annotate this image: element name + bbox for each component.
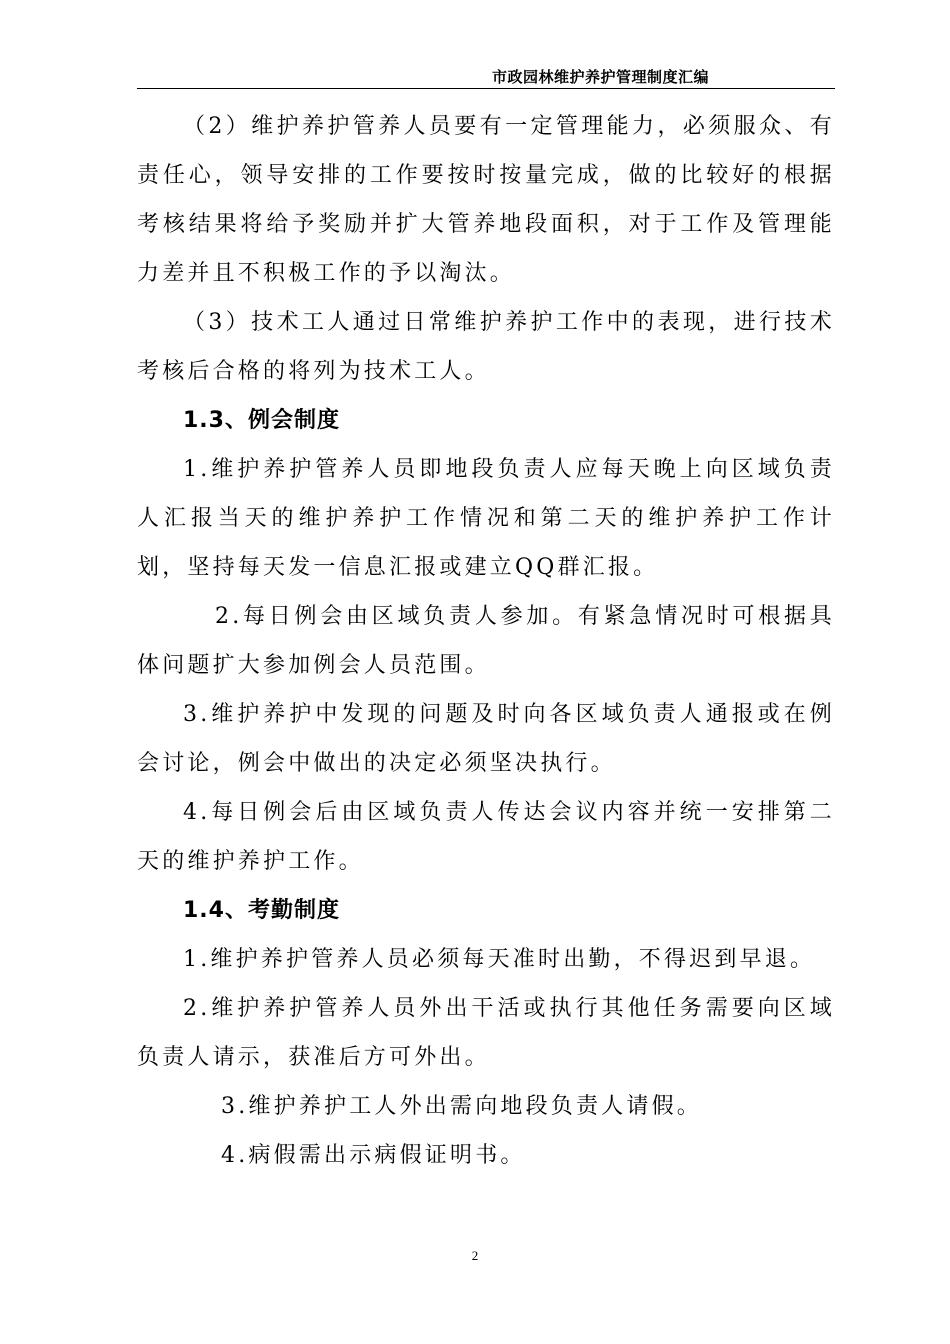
paragraph-meeting-rule-3: 3.维护养护中发现的问题及时向各区域负责人通报或在例会讨论，例会中做出的决定必须坚决执行。 [137, 702, 835, 776]
paragraph-meeting-rule-2: 2.每日例会由区域负责人参加。有紧急情况时可根据具体问题扩大参加例会人员范围。 [137, 604, 835, 678]
section-heading-meeting-system: 1.3、例会制度 [183, 408, 340, 433]
paragraph-meeting-rule-4: 4.每日例会后由区域负责人传达会议内容并统一安排第二天的维护养护工作。 [137, 800, 835, 874]
header-title: 市政园林维护养护管理制度汇编 [491, 68, 709, 86]
section-heading-attendance-system: 1.4、考勤制度 [183, 898, 340, 923]
paragraph-manager-requirements: （2）维护养护管养人员要有一定管理能力，必须服众、有责任心，领导安排的工作要按时按量完成，做的比较好的根据考核结果将给予奖励并扩大管养地段面积，对于工作及管理能力差并且不积极工作的予以淘汰。 [137, 114, 835, 286]
document-body [137, 102, 835, 1180]
page-header [137, 62, 835, 89]
paragraph-attendance-rule-4: 4.病假需出示病假证明书。 [221, 1143, 526, 1168]
paragraph-attendance-rule-1: 1.维护养护管养人员必须每天准时出勤，不得迟到早退。 [183, 947, 816, 972]
page-number: 2 [471, 1248, 479, 1263]
paragraph-attendance-rule-3: 3.维护养护工人外出需向地段负责人请假。 [221, 1094, 702, 1119]
paragraph-meeting-rule-1: 1.维护养护管养人员即地段负责人应每天晚上向区域负责人汇报当天的维护养护工作情况和第二天的维护养护工作计划，坚持每天发一信息汇报或建立QQ群汇报。 [137, 457, 835, 580]
paragraph-technical-workers: （3）技术工人通过日常维护养护工作中的表现，进行技术考核后合格的将列为技术工人。 [137, 310, 835, 384]
paragraph-attendance-rule-2: 2.维护养护管养人员外出干活或执行其他任务需要向区域负责人请示，获准后方可外出。 [137, 996, 835, 1070]
